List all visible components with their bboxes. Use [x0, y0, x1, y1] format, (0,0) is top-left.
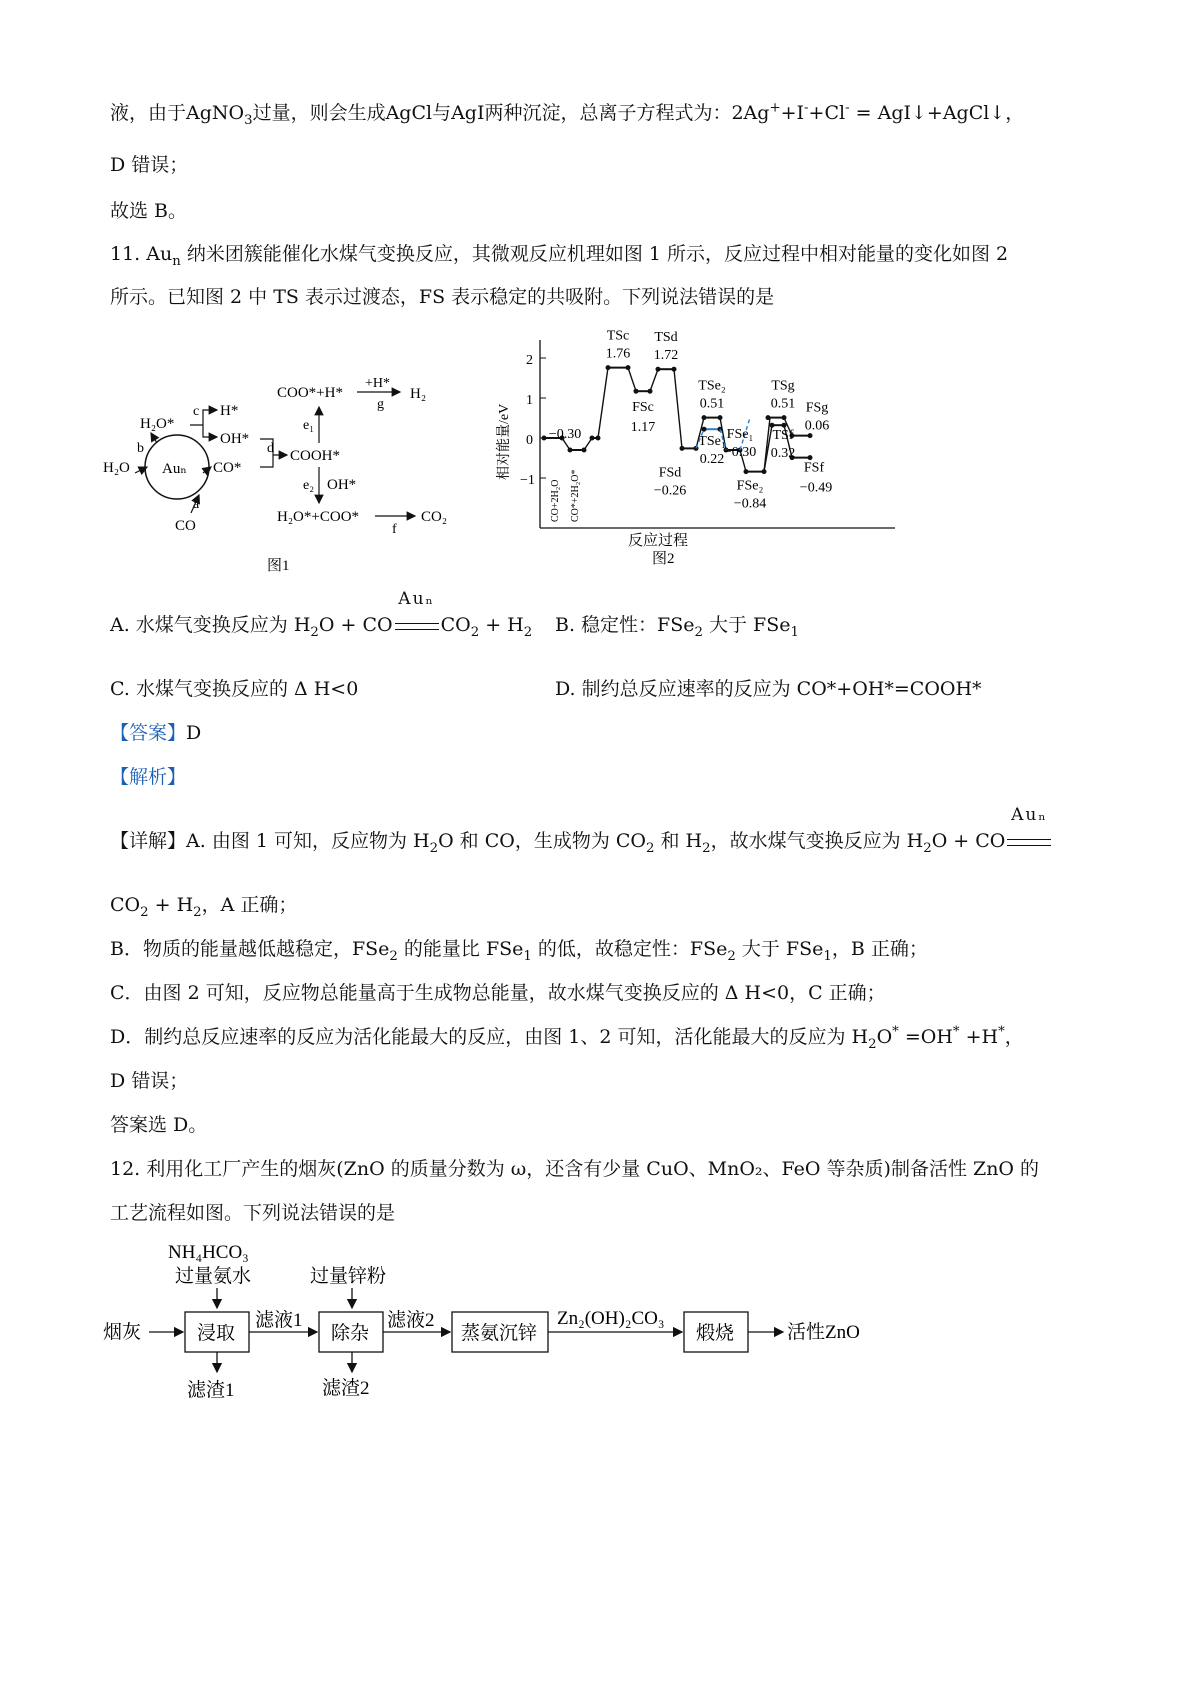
value-label: 0.51 — [699, 396, 725, 412]
y-tick: 2 — [526, 353, 533, 368]
level-connector — [628, 368, 636, 392]
question-stem: 12. 利用化工厂产生的烟灰(ZnO 的质量分数为 ω，还含有少量 CuO、MnO₂、FeO 等杂质)制备活性 ZnO 的 — [110, 1158, 1040, 1180]
value-label: −0.84 — [733, 496, 767, 512]
text-line: 故选 B。 — [110, 200, 188, 222]
reagent-ammonia: 过量氨水 — [175, 1266, 252, 1287]
level-point — [770, 423, 775, 428]
answer-line: 【答案】D — [110, 722, 202, 744]
step-a: a — [193, 497, 200, 512]
state-name: FSc — [632, 400, 654, 416]
text-line: D 错误； — [110, 154, 189, 176]
label-plus-h: +H* — [365, 376, 391, 391]
option-b: B. 稳定性：FSe$_2$ 大于 FSe$_1$ — [555, 614, 799, 640]
state-name: TSf — [772, 428, 794, 444]
box-calcine: 煅烧 — [696, 1323, 735, 1344]
figure-caption: 图1 — [267, 558, 290, 574]
text-line: 液，由于AgNO$_3$过量，则会生成AgCl与AgI两种沉淀，总离子方程式为：2Ag++I-+Cl- = AgI↓+AgCl↓， — [110, 100, 1025, 128]
output-label: 活性ZnO — [787, 1322, 860, 1343]
state-name: TSg — [771, 378, 795, 394]
box-leaching: 浸取 — [197, 1323, 236, 1344]
label-h2: H₂ — [410, 386, 427, 402]
box-purify: 除杂 — [331, 1323, 370, 1344]
value-label: 0.06 — [804, 418, 830, 434]
label-h2o-coo: H₂O*+COO* — [277, 509, 360, 525]
value-label: 0.51 — [770, 396, 796, 412]
value-label: 0.22 — [699, 452, 725, 468]
level-point — [766, 415, 771, 420]
value-label: 0.32 — [770, 446, 796, 462]
level-connector — [598, 368, 608, 438]
detail-line: D．制约总反应速率的反应为活化能最大的反应，由图 1、2 可知，活化能最大的反应为 $H_2O^* =OH^* +H^*$， — [110, 1024, 1024, 1052]
y-tick: 0 — [526, 433, 533, 448]
value-label: 1.72 — [653, 348, 679, 364]
level-point — [680, 446, 685, 451]
level-point — [656, 367, 661, 372]
detail-line: 【详解】A. 由图 1 可知，反应物为 $H_2O$ 和 CO，生成物为 $CO_2$ 和 $H_2$，故水煤气变换反应为 $H_2O$ + CO Auₙ — [110, 828, 1053, 854]
catalyst-label: Auₙ — [162, 461, 187, 477]
level-point — [568, 448, 573, 453]
box-precipitate: 蒸氨沉锌 — [461, 1323, 538, 1344]
detail-line: C．由图 2 可知，反应物总能量高于生成物总能量，故水煤气变换反应的 Δ H<0，C 正确； — [110, 982, 886, 1004]
level-point — [702, 415, 707, 420]
label-oh-star: OH* — [220, 431, 250, 447]
step-e2: e₂ — [303, 478, 315, 493]
question-stem: 11. $Au_n$ 纳米团簇能催化水煤气变换反应，其微观反应机理如图 1 所示，反应过程中相对能量的变化如图 2 — [110, 243, 1009, 269]
state-name: FSf — [803, 460, 825, 476]
value-label: 1.76 — [605, 346, 631, 362]
label-h-star: H* — [220, 403, 239, 419]
intermediate-product: Zn₂(OH)₂CO₃ — [557, 1308, 665, 1329]
residue-2: 滤渣2 — [322, 1378, 370, 1399]
level-connector — [650, 369, 658, 391]
question-stem: 工艺流程如图。下列说法错误的是 — [110, 1202, 396, 1224]
state-name: FSg — [805, 400, 829, 416]
detail-line: $CO_2 + H_2$，A 正确； — [110, 894, 298, 920]
detail-line: B．物质的能量越低越稳定，FSe$_2$ 的能量比 FSe$_1$ 的低，故稳定性：FSe$_2$ 大于 FSe$_1$，B 正确； — [110, 938, 928, 964]
question-stem: 所示。已知图 2 中 TS 表示过渡态，FS 表示稳定的共吸附。下列说法错误的是 — [110, 286, 775, 308]
level-point — [542, 436, 547, 441]
step-d: d — [267, 441, 274, 456]
level-point — [744, 469, 749, 474]
energy-profile — [497, 328, 900, 585]
x-axis-label: 反应过程 — [628, 533, 689, 549]
level-connector — [674, 369, 682, 448]
step-e1: e₁ — [303, 418, 315, 433]
state-name: TSe₂ — [698, 378, 726, 394]
detail-line: 答案选 D。 — [110, 1114, 208, 1136]
level-point — [606, 365, 611, 370]
label-oh-star-2: OH* — [327, 477, 357, 493]
label-h2o: H₂O — [103, 460, 130, 476]
value-label: 1.17 — [630, 420, 656, 436]
step-b: b — [137, 441, 144, 456]
y-tick: −1 — [520, 473, 535, 488]
option-a: A. 水煤气变换反应为 $H_2O$ + CO Auₙ $CO_2 + H_2$ — [110, 589, 533, 640]
label-co-star: CO* — [213, 460, 242, 476]
state-name: FSe₁ — [726, 427, 754, 442]
label-coo-h: COO*+H* — [277, 385, 343, 401]
label-co: CO — [175, 518, 196, 534]
option-d: D. 制约总反应速率的反应为 CO*+OH*=COOH* — [555, 678, 982, 700]
process-flowchart — [95, 1230, 915, 1410]
value-label: −0.49 — [799, 480, 833, 496]
step-c: c — [193, 404, 200, 419]
label-cooh-star: COOH* — [290, 448, 341, 464]
label-h2o-star: H₂O* — [140, 416, 175, 432]
residue-1: 滤渣1 — [187, 1380, 235, 1401]
level-point — [590, 436, 595, 441]
level-point — [808, 433, 813, 438]
figure-caption: 图2 — [652, 551, 675, 567]
filtrate-1: 滤液1 — [255, 1310, 303, 1331]
reagent-nh4hco3: NH₄HCO₃ — [168, 1242, 249, 1263]
y-axis-label: 相对能量/eV — [497, 403, 512, 480]
detail-line: D 错误； — [110, 1070, 189, 1092]
profile-labels — [549, 329, 832, 512]
option-c: C. 水煤气变换反应的 Δ H<0 — [110, 678, 359, 700]
step-f: f — [392, 522, 397, 537]
mechanism-diagram — [95, 355, 495, 580]
value-label: −0.30 — [723, 445, 757, 460]
reagent-zinc: 过量锌粉 — [310, 1266, 387, 1287]
state-label: CO*+2H₂O* — [570, 469, 581, 522]
y-tick: 1 — [526, 393, 533, 408]
value-label: −0.30 — [548, 427, 582, 442]
level-point — [634, 389, 639, 394]
input-label: 烟灰 — [103, 1322, 142, 1343]
state-name: TSc — [606, 328, 630, 344]
level-point — [702, 427, 707, 432]
state-label: CO+2H₂O — [550, 479, 561, 522]
state-name: TSd — [654, 330, 678, 346]
filtrate-2: 滤液2 — [387, 1310, 435, 1331]
state-name: TSe₁ — [698, 434, 726, 450]
value-label: −0.26 — [653, 483, 687, 499]
label-co2: CO₂ — [421, 509, 448, 525]
analysis-tag: 【解析】 — [110, 766, 187, 788]
state-name: FSe₂ — [736, 478, 764, 494]
step-g: g — [377, 397, 384, 412]
state-name: FSd — [658, 465, 682, 481]
level-point — [808, 455, 813, 460]
